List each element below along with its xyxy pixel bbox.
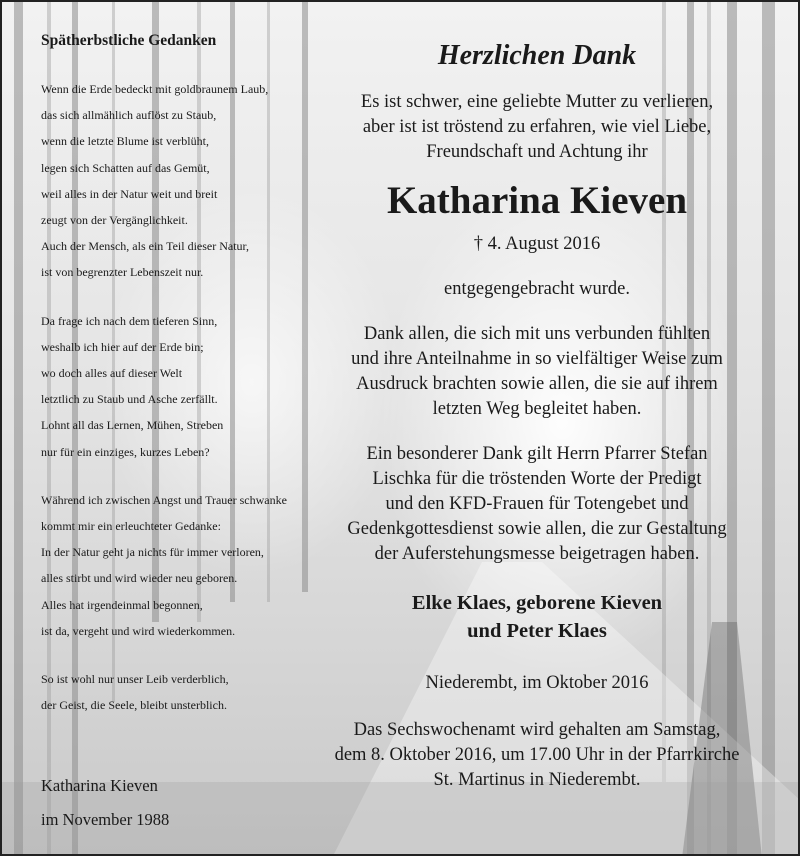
signer-line: Elke Klaes, geborene Kieven [411,592,663,614]
poem-date: im November 1988 [41,810,170,829]
text-line: St. Martinus in Niederembt. [433,770,641,790]
poem-line: weshalb ich hier auf der Erde bin; [41,339,204,354]
signer-line: und Peter Klaes [467,620,607,642]
poem-line: In der Natur geht ja nichts für immer verloren, [41,545,264,560]
signers [302,589,772,645]
text-line: dem 8. Oktober 2016, um 17.00 Uhr in der Pfarrkirche [334,745,740,765]
mass-info [302,718,772,793]
text-line: aber ist ist tröstend zu erfahren, wie viel Liebe, [362,117,712,137]
text-line: Ein besonderer Dank gilt Herrn Pfarrer Stefan [366,444,708,464]
text-line: Das Sechswochenamt wird gehalten am Samstag, [353,720,721,740]
poem-stanza-2 [41,308,341,465]
poem-line: Alles hat irgendeinmal begonnen, [41,597,203,612]
place-date: Niederembt, im Oktober 2016 [425,673,649,693]
poem-author: Katharina Kieven [41,776,158,795]
poem-line: wo doch alles auf dieser Welt [41,366,183,381]
poem-line: kommt mir ein erleuchteter Gedanke: [41,519,221,534]
poem-line: So ist wohl nur unser Leib verderblich, [41,672,229,687]
poem-line: der Geist, die Seele, bleibt unsterblich. [41,698,227,713]
thanks-paragraph-1 [302,322,772,422]
poem-line: Lohnt all das Lernen, Mühen, Streben [41,418,224,433]
poem-line: zeugt von der Vergänglichkeit. [41,213,188,228]
poem-line: wenn die letzte Blume ist verblüht, [41,134,209,149]
text-line: letzten Weg begleitet haben. [432,399,642,419]
text-line: Gedenkgottesdienst sowie allen, die zur Gestaltung [347,519,727,539]
death-date: † 4. August 2016 [473,234,601,254]
poem-column [41,32,341,740]
poem-line: ist von begrenzter Lebenszeit nur. [41,265,204,280]
poem-line: ist da, vergeht und wird wiederkommen. [41,623,236,638]
poem-stanza-4 [41,666,341,718]
text-line: der Auferstehungsmesse beigetragen haben. [374,544,700,564]
poem-line: Während ich zwischen Angst und Trauer schwanke [41,492,287,507]
thanks-paragraph-2 [302,442,772,567]
poem-line: Wenn die Erde bedeckt mit goldbraunem Laub, [41,82,269,96]
poem-stanza-1 [41,76,341,286]
poem-line: letztlich zu Staub und Asche zerfällt. [41,392,218,407]
thanks-column [302,36,772,793]
brought-text: entgegengebracht wurde. [444,279,630,299]
poem-line: weil alles in der Natur weit und breit [41,186,218,201]
poem-line: nur für ein einziges, kurzes Leben? [41,444,210,459]
text-line: Ausdruck brachten sowie allen, die sie auf ihrem [356,374,718,394]
poem-stanza-3 [41,487,341,644]
poem-line: Da frage ich nach dem tieferen Sinn, [41,313,218,328]
text-line: Lischka für die tröstenden Worte der Predigt [372,469,702,489]
intro-text [302,90,772,165]
text-line: und den KFD-Frauen für Totengebet und [385,494,689,514]
poem-line: Auch der Mensch, als ein Teil dieser Natur, [41,239,250,254]
text-line: Freundschaft und Achtung ihr [426,142,648,162]
text-line: Es ist schwer, eine geliebte Mutter zu verlieren, [360,92,714,112]
poem-attribution [41,769,169,837]
deceased-name: Katharina Kieven [386,179,688,222]
thanks-heading: Herzlichen Dank [437,40,637,71]
poem-title: Spätherbstliche Gedanken [41,32,217,49]
poem-line: alles stirbt und wird wieder neu geboren. [41,571,238,586]
poem-line: das sich allmählich auflöst zu Staub, [41,108,217,123]
poem-line: legen sich Schatten auf das Gemüt, [41,160,210,175]
text-line: und ihre Anteilnahme in so vielfältiger Weise zum [351,349,723,369]
text-line: Dank allen, die sich mit uns verbunden fühlten [363,324,711,344]
